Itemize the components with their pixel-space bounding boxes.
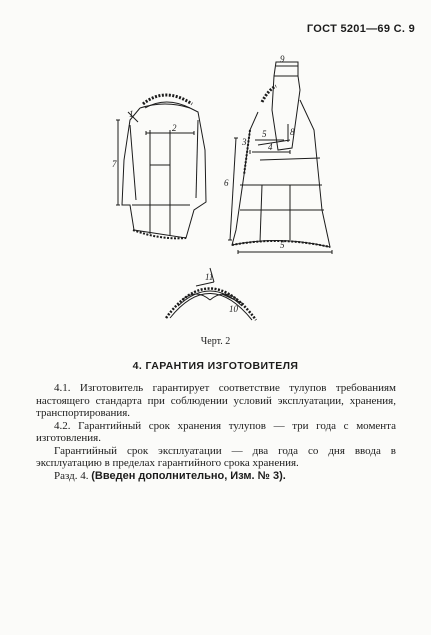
paragraph-amendment: [36, 470, 396, 483]
page-header: ГОСТ 5201—69 С. 9: [306, 23, 415, 35]
label-1: 1: [129, 109, 134, 119]
label-10: 10: [229, 304, 238, 314]
paragraph-4-2: 4.2. Гарантийный срок хранения тулупов — три года с момента изготовления.: [36, 419, 396, 444]
coat-front-view: [228, 62, 332, 254]
paragraph-warranty: Гарантийный срок эксплуатации — два года со дня ввода в эксплуатацию в пределах гарантийного срока хранения.: [36, 444, 396, 469]
paragraph-4-1: 4.1. Изготовитель гарантирует соответствие тулупов требованиям настоящего стандарта при соблюдении условий эксплуатации, хранения, транспортирования.: [36, 382, 396, 419]
label-3: 3: [242, 137, 247, 147]
label-5-upper: 5: [262, 129, 267, 139]
label-8: 8: [290, 127, 295, 137]
amendment-prefix: Разд. 4.: [54, 469, 92, 482]
label-9: 9: [280, 54, 285, 64]
label-7: 7: [112, 159, 117, 169]
amendment-note: (Введен дополнительно, Изм. № 3).: [91, 469, 286, 482]
section-body: [36, 382, 396, 482]
label-6: 6: [224, 178, 229, 188]
section-title: 4. ГАРАНТИЯ ИЗГОТОВИТЕЛЯ: [132, 360, 299, 372]
figure-caption: Черт. 2: [200, 336, 231, 347]
label-11: 11: [205, 272, 214, 282]
label-2: 2: [172, 123, 177, 133]
label-5-lower: 5: [280, 240, 285, 250]
label-4: 4: [268, 142, 273, 152]
